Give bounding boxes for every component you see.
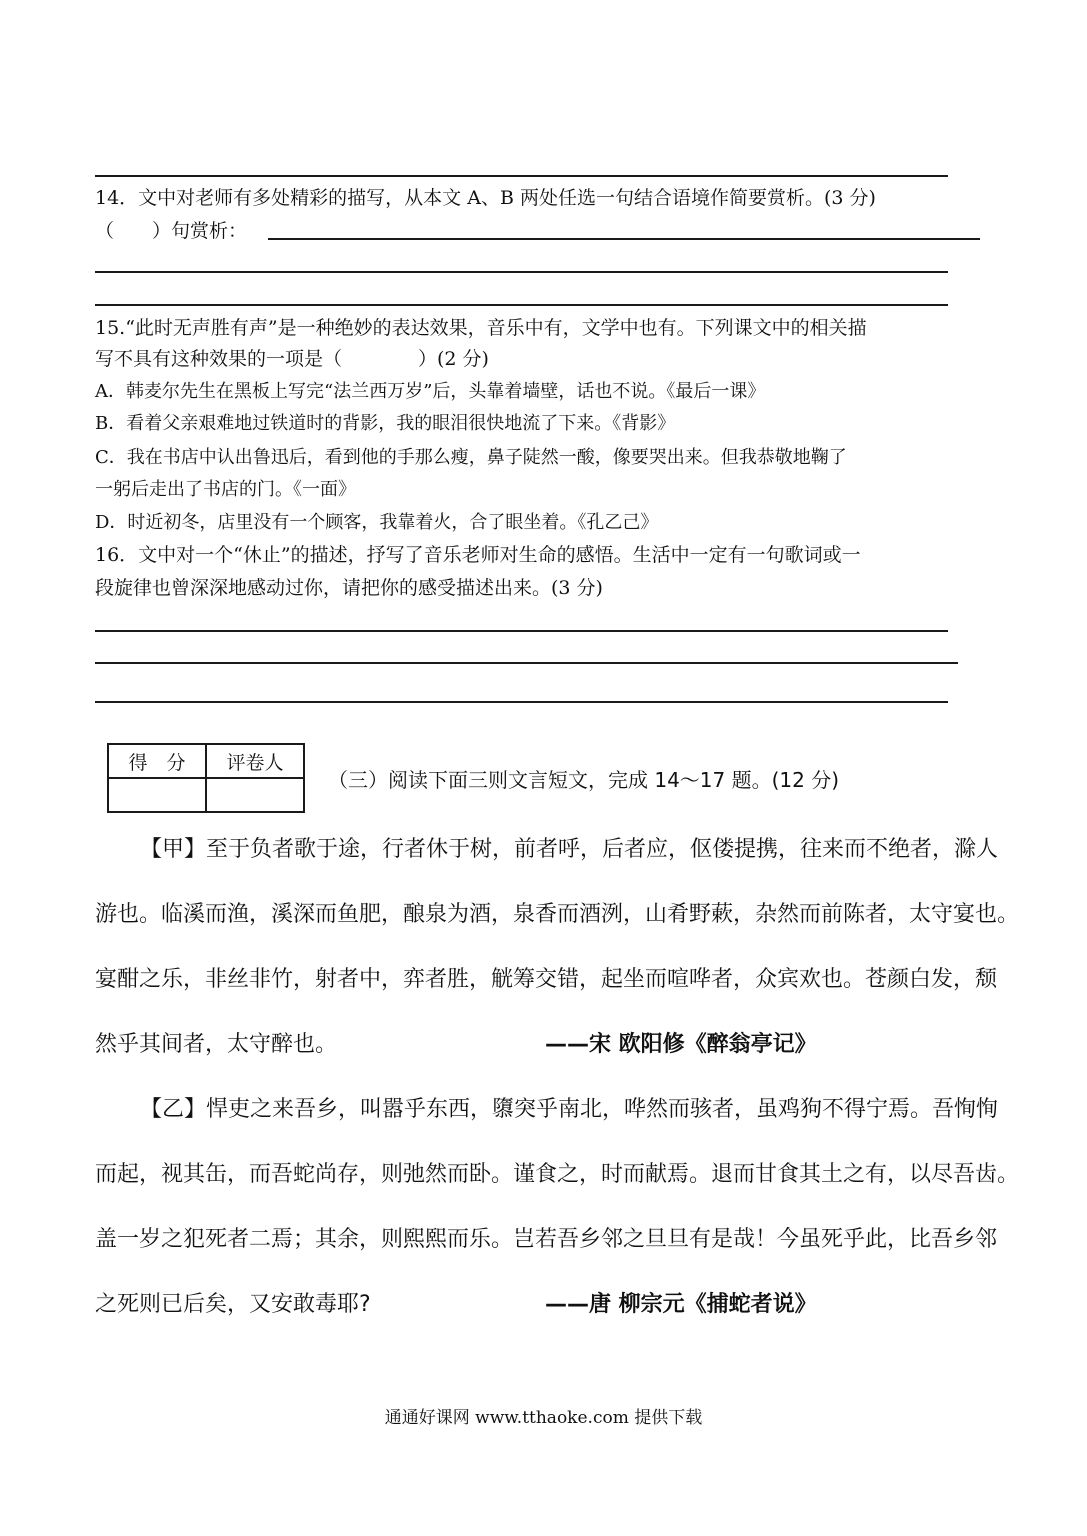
question-14-text: 14．文中对老师有多处精彩的描写，从本文 A、B 两处任选一句结合语境作简要赏析。(3 分)	[95, 187, 876, 209]
section-3-heading: （三）阅读下面三则文言短文，完成 14～17 题。(12 分)	[328, 768, 840, 792]
option-c-line-1: C．我在书店中认出鲁迅后，看到他的手那么瘦，鼻子陡然一酸，像要哭出来。但我恭敬地鞠了	[95, 447, 847, 468]
score-table	[107, 743, 305, 813]
passage-yi-line-4: 之死则已后矣，又安敢毒耶?	[95, 1292, 371, 1317]
passage-yi-line-2: 而起，视其缶，而吾蛇尚存，则弛然而卧。谨食之，时而献焉。退而甘食其土之有，以尽吾齿。	[95, 1162, 1020, 1187]
answer-line	[95, 304, 948, 306]
answer-line	[95, 662, 958, 664]
question-15-line-1: 15.“此时无声胜有声”是一种绝妙的表达效果，音乐中有，文学中也有。下列课文中的相关描	[95, 317, 867, 339]
grader-header: 评卷人	[206, 744, 304, 778]
score-cell[interactable]	[108, 778, 206, 812]
question-16-line-1: 16．文中对一个“休止”的描述，抒写了音乐老师对生命的感悟。生活中一定有一句歌词或一	[95, 544, 861, 566]
passage-yi-source: ——唐 柳宗元《捕蛇者说》	[545, 1292, 817, 1317]
answer-line	[268, 238, 980, 240]
option-b: B．看着父亲艰难地过铁道时的背影，我的眼泪很快地流了下来。《背影》	[95, 413, 676, 434]
passage-yi-line-1: 【乙】悍吏之来吾乡，叫嚣乎东西，隳突乎南北，哗然而骇者，虽鸡狗不得宁焉。吾恂恂	[140, 1097, 999, 1122]
grader-cell[interactable]	[206, 778, 304, 812]
answer-line	[95, 630, 948, 632]
passage-jia-line-3: 宴酣之乐，非丝非竹，射者中，弈者胜，觥筹交错，起坐而喧哗者，众宾欢也。苍颜白发，颓	[95, 967, 998, 992]
score-header: 得 分	[108, 744, 206, 778]
question-14-answer-prefix: （ ）句赏析：	[95, 220, 248, 242]
passage-jia-source: ——宋 欧阳修《醉翁亭记》	[545, 1032, 817, 1057]
answer-line	[95, 271, 948, 273]
answer-line	[95, 175, 948, 177]
answer-line	[95, 701, 948, 703]
question-15-line-2: 写不具有这种效果的一项是（ ）(2 分)	[95, 348, 489, 370]
option-c-line-2: 一躬后走出了书店的门。《一面》	[95, 479, 356, 500]
option-a: A．韩麦尔先生在黑板上写完“法兰西万岁”后，头靠着墙壁，话也不说。《最后一课》	[95, 381, 766, 402]
option-d: D．时近初冬，店里没有一个顾客，我靠着火，合了眼坐着。《孔乙己》	[95, 512, 659, 533]
page-footer: 通通好课网 www.tthaoke.com 提供下载	[384, 1408, 703, 1428]
passage-jia-line-2: 游也。临溪而渔，溪深而鱼肥，酿泉为酒，泉香而酒洌，山肴野蔌，杂然而前陈者，太守宴也。	[95, 902, 1020, 927]
question-16-line-2: 段旋律也曾深深地感动过你，请把你的感受描述出来。(3 分)	[95, 577, 603, 599]
passage-jia-line-1: 【甲】至于负者歌于途，行者休于树，前者呼，后者应，伛偻提携，往来而不绝者，滁人	[140, 837, 999, 862]
passage-yi-line-3: 盖一岁之犯死者二焉；其余，则熙熙而乐。岂若吾乡邻之旦旦有是哉！今虽死乎此，比吾乡邻	[95, 1227, 998, 1252]
passage-jia-line-4: 然乎其间者，太守醉也。	[95, 1032, 338, 1057]
